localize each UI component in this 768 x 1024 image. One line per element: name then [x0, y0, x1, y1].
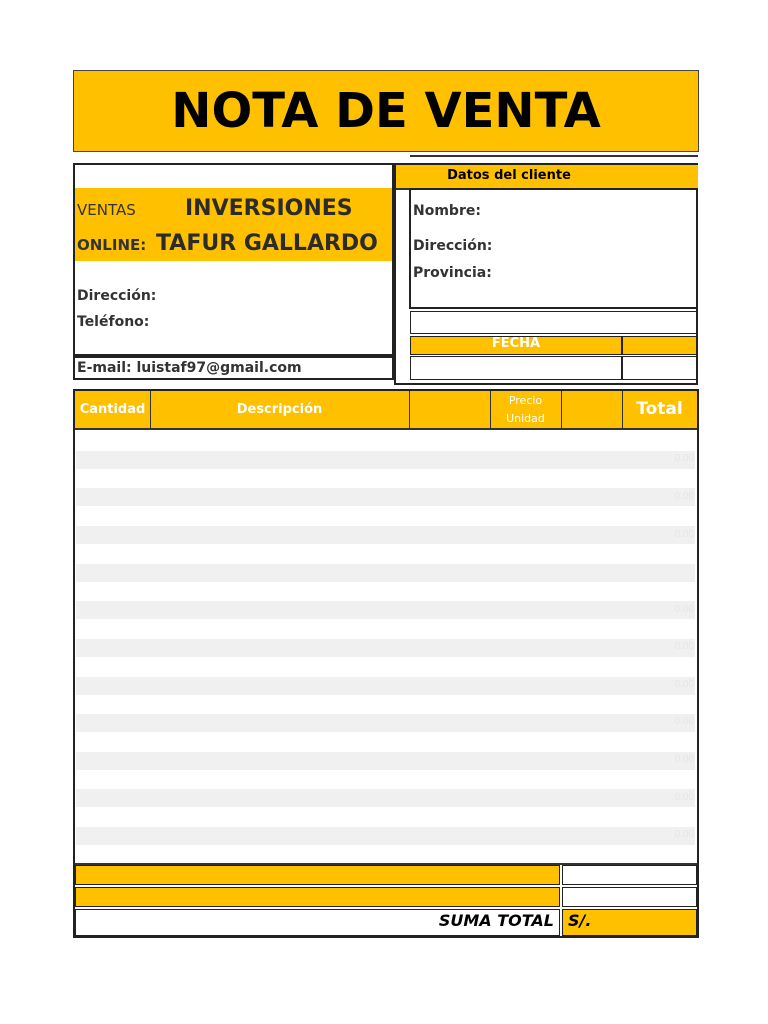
shaded-row: [76, 827, 695, 845]
col-total: Total: [636, 399, 683, 419]
shaded-row: [76, 488, 695, 506]
shaded-row: [76, 526, 695, 544]
seller-telefono-label: Teléfono:: [77, 314, 150, 330]
fecha-header-cell-right: [622, 336, 697, 355]
client-top-rule: [410, 155, 698, 157]
suma-total-label: SUMA TOTAL: [438, 911, 554, 930]
items-table: [73, 389, 699, 938]
row-total: 0.00: [674, 641, 694, 652]
client-header: Datos del cliente: [447, 168, 571, 183]
seller-label-ventas: VENTAS: [77, 201, 136, 219]
header-divider: [409, 391, 410, 430]
row-total: 0.00: [674, 604, 694, 615]
seller-direccion-label: Dirección:: [77, 288, 157, 304]
header-divider: [561, 391, 562, 430]
row-total: 0.00: [674, 829, 694, 840]
fecha-value-cell-right: [622, 356, 697, 380]
currency-symbol: S/.: [568, 911, 592, 930]
seller-label-online: ONLINE:: [77, 236, 147, 254]
shaded-row: [76, 677, 695, 695]
shaded-row: [76, 564, 695, 582]
seller-name-line1: INVERSIONES: [185, 196, 353, 221]
client-provincia-label: Provincia:: [413, 265, 492, 281]
subtotal-band: [75, 865, 560, 885]
shaded-row: [76, 639, 695, 657]
row-total: 0.00: [674, 716, 694, 727]
shaded-row: [76, 752, 695, 770]
subtotal-value-cell: [562, 865, 697, 885]
col-precio-line1: Precio: [508, 394, 543, 407]
shaded-row: [76, 601, 695, 619]
col-descripcion: Descripción: [236, 402, 323, 417]
tax-value-cell: [562, 887, 697, 907]
shaded-row: [76, 451, 695, 469]
tax-band: [75, 887, 560, 907]
client-blank-row: [410, 311, 697, 334]
page-title: NOTA DE VENTA: [73, 70, 699, 152]
shaded-row: [76, 714, 695, 732]
seller-email: E-mail: luistaf97@gmail.com: [77, 360, 302, 376]
client-direccion-label: Dirección:: [413, 238, 493, 254]
row-total: 0.00: [674, 792, 694, 803]
col-cantidad: Cantidad: [79, 402, 146, 417]
row-total: 0.00: [674, 529, 694, 540]
fecha-label: FECHA: [491, 336, 541, 351]
row-total: 0.00: [674, 679, 694, 690]
seller-name-line2: TAFUR GALLARDO: [156, 231, 378, 256]
row-total: 0.00: [674, 491, 694, 502]
col-precio-line2: Unidad: [506, 412, 545, 425]
row-total: 0.00: [674, 754, 694, 765]
fecha-value-cell: [410, 356, 622, 380]
client-nombre-label: Nombre:: [413, 203, 481, 219]
shaded-row: [76, 789, 695, 807]
row-total: 0.00: [674, 453, 694, 464]
